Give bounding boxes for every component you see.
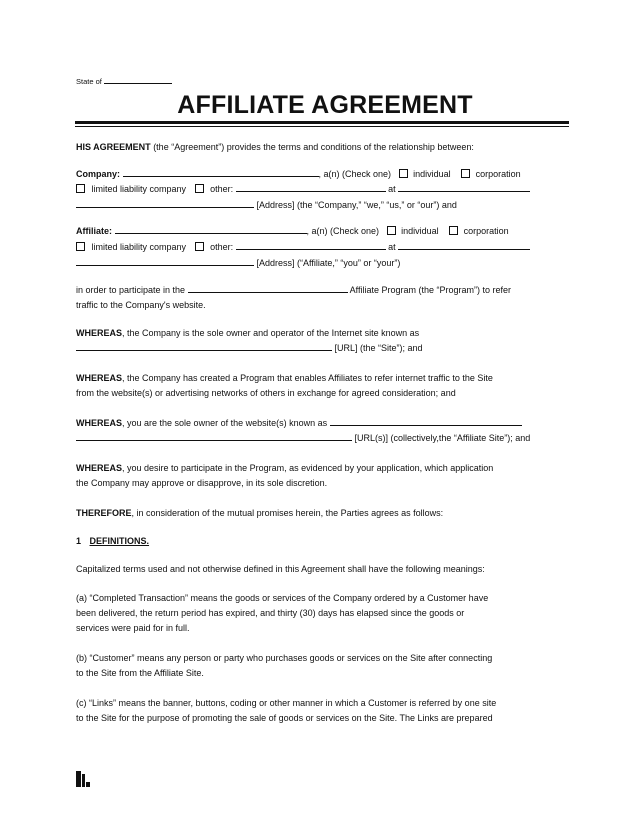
program-text-b: Affiliate Program (the “Program”) to refer [349, 285, 511, 295]
def-a-line-2: been delivered, the return period has expired, and thirty (30) days has elapsed since the goods or [76, 608, 465, 618]
company-at-field[interactable] [398, 182, 530, 192]
title-rule-thick [75, 121, 569, 124]
company-individual-label: individual [413, 169, 451, 179]
affiliate-corporation-checkbox[interactable] [449, 226, 458, 235]
company-line-1 [76, 167, 521, 182]
whereas-3-url-label: [URL(s)] (collectively,the “Affiliate Site”); and [354, 433, 531, 443]
company-name-field[interactable] [123, 167, 319, 177]
whereas-2-lead: WHEREAS [76, 373, 123, 383]
state-line [76, 74, 172, 89]
def-c-line-2: to the Site for the purpose of promoting the sale of goods or services on the Site. The Links are prepared [76, 713, 493, 723]
brand-logo-icon [76, 771, 90, 787]
affiliate-line-2 [76, 240, 530, 255]
title-rule-thin [75, 126, 569, 127]
affiliate-address-label: [Address] (“Affiliate,” “you” or “your”) [256, 258, 401, 268]
affiliate-at-label: at [388, 242, 396, 252]
company-address-label: [Address] (the “Company,” “we,” “us,” or “our”) and [256, 200, 457, 210]
whereas-3-text: , you are the sole owner of the website(s) known as [122, 418, 328, 428]
affiliate-at-field[interactable] [398, 240, 530, 250]
state-label: State of [76, 77, 102, 86]
whereas-1-lead: WHEREAS [76, 328, 123, 338]
whereas-4-line-2: the Company may approve or disapprove, in its sole discretion. [76, 478, 328, 488]
def-a-line-1: (a) “Completed Transaction” means the goods or services of the Company ordered by a Customer have [76, 593, 489, 603]
company-other-field[interactable] [236, 182, 386, 192]
company-line-3 [76, 198, 457, 213]
section-1-intro: Capitalized terms used and not otherwise defined in this Agreement shall have the following meanings: [76, 564, 485, 574]
whereas-2-text: , the Company has created a Program that enables Affiliates to refer internet traffic to the Site [122, 373, 493, 383]
whereas-2-line-1 [76, 371, 493, 386]
affiliate-address-field[interactable] [76, 256, 254, 266]
program-name-field[interactable] [188, 283, 348, 293]
company-corporation-label: corporation [475, 169, 521, 179]
affiliate-other-label: other: [210, 242, 234, 252]
whereas-3-line-1 [76, 416, 522, 431]
affiliate-corporation-label: corporation [463, 226, 509, 236]
page-title: AFFILIATE AGREEMENT [177, 91, 473, 119]
whereas-1-line-1 [76, 326, 419, 341]
state-blank[interactable] [104, 74, 172, 84]
company-corporation-checkbox[interactable] [461, 169, 470, 178]
affiliate-llc-checkbox[interactable] [76, 242, 85, 251]
affiliate-line-3 [76, 256, 400, 271]
company-label: Company: [76, 169, 121, 179]
program-line-2: traffic to the Company's website. [76, 300, 206, 310]
def-b-line-1: (b) “Customer” means any person or party who purchases goods or services on the Site after connecting [76, 653, 493, 663]
company-llc-label: limited liability company [91, 184, 187, 194]
affiliate-label: Affiliate: [76, 226, 112, 236]
affiliate-url-field-2[interactable] [76, 431, 352, 441]
intro-text: (the “Agreement”) provides the terms and conditions of the relationship between: [153, 142, 474, 152]
whereas-1-line-2 [76, 341, 423, 356]
company-address-field[interactable] [76, 198, 254, 208]
affiliate-name-field[interactable] [115, 224, 307, 234]
intro-paragraph [76, 140, 474, 155]
therefore-lead: THEREFORE [76, 508, 132, 518]
affiliate-check-one: , a(n) (Check one) [306, 226, 380, 236]
therefore-line [76, 506, 443, 521]
therefore-text: , in consideration of the mutual promises herein, the Parties agrees as follows: [131, 508, 444, 518]
company-llc-checkbox[interactable] [76, 184, 85, 193]
affiliate-line-1 [76, 224, 509, 239]
whereas-1-url-label: [URL] (the “Site”); and [334, 343, 423, 353]
company-at-label: at [388, 184, 396, 194]
affiliate-individual-checkbox[interactable] [387, 226, 396, 235]
whereas-1-text: , the Company is the sole owner and operator of the Internet site known as [122, 328, 420, 338]
section-1-number: 1 [76, 536, 82, 546]
whereas-4-text: , you desire to participate in the Program, as evidenced by your application, which application [122, 463, 494, 473]
affiliate-other-field[interactable] [236, 240, 386, 250]
affiliate-individual-label: individual [401, 226, 439, 236]
affiliate-llc-label: limited liability company [91, 242, 187, 252]
program-text-a: in order to participate in the [76, 285, 186, 295]
company-other-checkbox[interactable] [195, 184, 204, 193]
company-other-label: other: [210, 184, 234, 194]
company-check-one: , a(n) (Check one) [318, 169, 392, 179]
affiliate-url-field-1[interactable] [330, 416, 522, 426]
company-individual-checkbox[interactable] [399, 169, 408, 178]
intro-lead: HIS AGREEMENT [76, 142, 151, 152]
section-1-title: DEFINITIONS. [89, 536, 150, 546]
whereas-4-lead: WHEREAS [76, 463, 123, 473]
affiliate-other-checkbox[interactable] [195, 242, 204, 251]
def-a-line-3: services were paid for in full. [76, 623, 190, 633]
whereas-4-line-1 [76, 461, 493, 476]
whereas-2-line-2: from the website(s) or advertising networks of others in exchange for agreed consideration; and [76, 388, 456, 398]
site-url-field[interactable] [76, 341, 332, 351]
def-c-line-1: (c) “Links” means the banner, buttons, coding or other manner in which a Customer is referred by one site [76, 698, 497, 708]
program-line-1 [76, 283, 511, 298]
company-line-2 [76, 182, 530, 197]
def-b-line-2: to the Site from the Affiliate Site. [76, 668, 204, 678]
section-1-heading [76, 534, 149, 549]
whereas-3-line-2 [76, 431, 530, 446]
whereas-3-lead: WHEREAS [76, 418, 123, 428]
